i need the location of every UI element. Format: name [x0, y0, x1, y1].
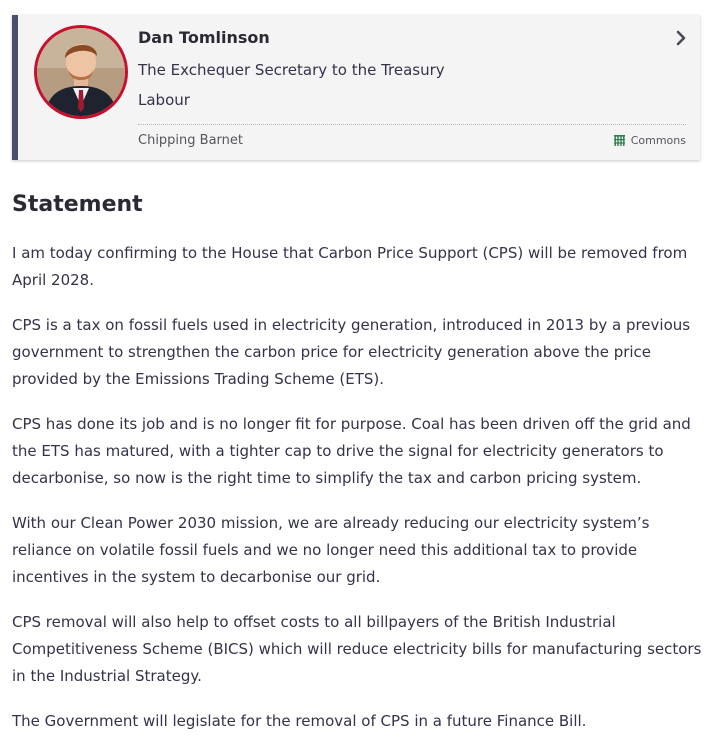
- member-role: The Exchequer Secretary to the Treasury: [138, 61, 445, 79]
- house-label: [613, 134, 686, 147]
- portcullis-icon: [613, 134, 626, 147]
- statement-paragraph: With our Clean Power 2030 mission, we are already reducing our electricity system’s reliance on volatile fossil fuels and we no longer need this additional tax to provide incentives in the system to decarbonise our grid.: [12, 514, 650, 586]
- statement-body: [12, 240, 702, 753]
- avatar: [34, 25, 128, 119]
- constituency: Chipping Barnet: [138, 133, 244, 148]
- member-card[interactable]: [12, 15, 700, 160]
- chevron-right-icon[interactable]: [674, 29, 688, 47]
- statement-paragraph: CPS removal will also help to offset costs to all billpayers of the British Industrial Competitiveness Scheme (BICS) which will reduce electricity bills for manufacturing sectors in the Industrial Strategy.: [12, 613, 702, 685]
- house-name: Commons: [630, 134, 686, 147]
- card-divider: [138, 124, 686, 125]
- statement-paragraph: The Government will legislate for the removal of CPS in a future Finance Bill.: [12, 712, 587, 730]
- statement-heading: Statement: [12, 192, 143, 217]
- member-party: Labour: [138, 91, 190, 109]
- statement-paragraph: I am today confirming to the House that Carbon Price Support (CPS) will be removed from April 2028.: [12, 244, 688, 289]
- statement-paragraph: CPS is a tax on fossil fuels used in electricity generation, introduced in 2013 by a previous government to strengthen the carbon price for electricity generation above the price provided by the Emissions Trading Scheme (ETS).: [12, 316, 691, 388]
- statement-paragraph: CPS has done its job and is no longer fit for purpose. Coal has been driven off the grid and the ETS has matured, with a tighter cap to drive the signal for electricity generators to decarbonise, so now is the right time to simplify the tax and carbon pricing system.: [12, 415, 691, 487]
- member-name[interactable]: Dan Tomlinson: [138, 28, 270, 47]
